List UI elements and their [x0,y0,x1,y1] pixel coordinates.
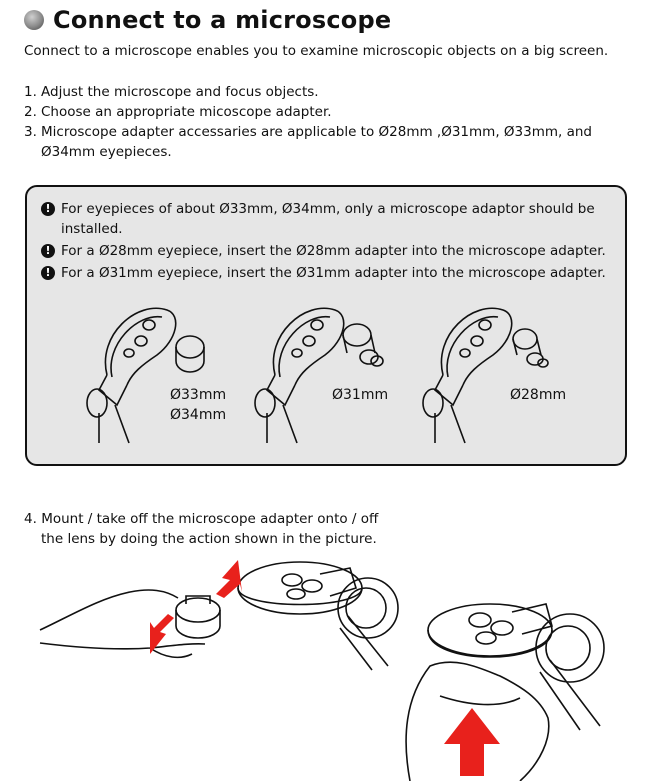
note-item [41,199,611,239]
adapter-illustration-28 [413,295,573,445]
note-item [41,263,611,283]
mounting-illustration [0,548,653,781]
gray-circle-bullet-icon [24,10,44,30]
step-text: Choose an appropriate micoscope adapter. [41,104,332,120]
size-label-33mm: Ø33mm [170,387,227,403]
step-number: 2. [24,104,37,120]
step-number: 4. [24,511,37,527]
note-text: For a Ø31mm eyepiece, insert the Ø31mm adapter into the microscope adapter. [61,265,606,281]
page-heading [24,6,391,34]
list-item [24,82,634,102]
red-arrow-icon [150,614,174,654]
size-label-31mm: Ø31mm [332,387,389,403]
red-arrow-icon [444,708,500,776]
steps-list [24,82,634,162]
list-item [24,122,634,162]
exclamation-circle-icon: ! [41,266,55,280]
hand-outline-left [40,590,178,630]
microscope-head-large [428,604,552,656]
exclamation-circle-icon: ! [41,244,55,258]
note-text: For a Ø28mm eyepiece, insert the Ø28mm adapter into the microscope adapter. [61,243,606,259]
note-text: For eyepieces of about Ø33mm, Ø34mm, only a microscope adaptor should be installed. [61,201,595,237]
notes-box [25,185,627,466]
exclamation-circle-icon: ! [41,202,55,216]
adapter-illustration-31 [245,295,405,445]
step-text: Adjust the microscope and focus objects. [41,84,319,100]
step-text-line2: the lens by doing the action shown in the picture. [41,531,377,547]
step-number: 1. [24,84,37,100]
step-text: Microscope adapter accessaries are applicable to Ø28mm ,Ø31mm, Ø33mm, and Ø34mm eyepieces. [41,124,592,160]
list-item [24,102,634,122]
note-item [41,241,611,261]
step-4 [24,509,384,549]
step-text-line1: Mount / take off the microscope adapter onto / off [41,511,379,527]
size-label-34mm: Ø34mm [170,407,227,423]
notes-list [41,199,611,285]
intro-text: Connect to a microscope enables you to examine microscopic objects on a big screen. [24,43,609,59]
page-title: Connect to a microscope [53,6,392,34]
step-number: 3. [24,124,37,140]
size-label-28mm: Ø28mm [510,387,567,403]
